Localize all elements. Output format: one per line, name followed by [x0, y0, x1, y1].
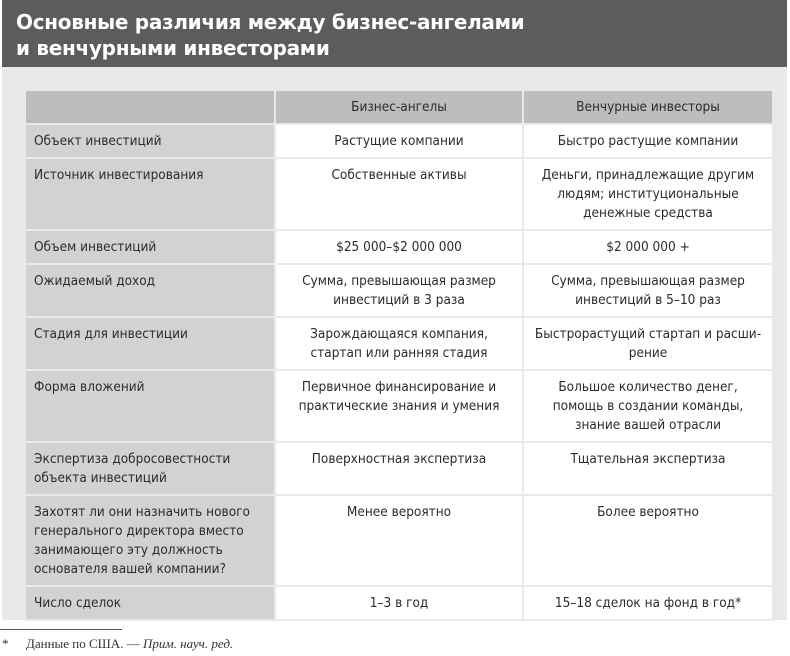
footnote-divider: [0, 629, 122, 630]
row-label: Стадия для инвестиции: [25, 317, 275, 370]
vc-cell: Быстрорастущий стартап и расши-рение: [523, 317, 773, 370]
table-row: [25, 442, 773, 495]
angels-cell: Первичное финансирование и практические знания и умения: [275, 370, 523, 442]
table-row: [25, 230, 773, 264]
row-label: Объем инвестиций: [25, 230, 275, 264]
angels-cell: $25 000–$2 000 000: [275, 230, 523, 264]
table-row: [25, 317, 773, 370]
header-corner: [25, 90, 275, 124]
row-label: Ожидаемый доход: [25, 264, 275, 317]
angels-cell: Зарождающаяся компания, стартап или ранняя стадия: [275, 317, 523, 370]
panel-title: [16, 9, 776, 61]
angels-cell: Собственные активы: [275, 158, 523, 230]
row-label: Экспертиза добросовестности объекта инвестиций: [25, 442, 275, 495]
vc-cell: Деньги, принадлежащие другим людям; институциональные денежные средства: [523, 158, 773, 230]
header-venture-investors: Венчурные инвесторы: [523, 90, 773, 124]
vc-cell: Быстро растущие компании: [523, 124, 773, 158]
vc-cell: 15–18 сделок на фонд в год*: [523, 586, 773, 620]
footnote-mark: *: [2, 636, 9, 651]
row-label: Захотят ли они назначить нового генерального директора вместо занимающего эту должность основателя вашей компании?: [25, 495, 275, 586]
row-label: Число сделок: [25, 586, 275, 620]
title-bar: [2, 0, 787, 67]
row-label: Объект инвестиций: [25, 124, 275, 158]
table-row: [25, 370, 773, 442]
header-row: [25, 90, 773, 124]
vc-cell: Тщательная экспертиза: [523, 442, 773, 495]
vc-cell: $2 000 000 +: [523, 230, 773, 264]
table-row: [25, 158, 773, 230]
angels-cell: Сумма, превышающая размер инвестиций в 3 раза: [275, 264, 523, 317]
title-line-2: и венчурными инвесторами: [16, 36, 330, 60]
angels-cell: Растущие компании: [275, 124, 523, 158]
footnote-editor-note: Прим. науч. ред.: [142, 636, 234, 651]
table-row: [25, 495, 773, 586]
table-row: [25, 264, 773, 317]
table-row: [25, 586, 773, 620]
title-line-1: Основные различия между бизнес-ангелами: [16, 10, 525, 34]
vc-cell: Большое количество денег, помощь в создании команды, знание вашей отрасли: [523, 370, 773, 442]
footnote-text: Данные по США. —: [26, 636, 140, 651]
header-business-angels: Бизнес-ангелы: [275, 90, 523, 124]
table-row: [25, 124, 773, 158]
comparison-table: [24, 89, 774, 621]
footnote: [2, 636, 233, 652]
angels-cell: Менее вероятно: [275, 495, 523, 586]
row-label: Источник инвестирования: [25, 158, 275, 230]
vc-cell: Сумма, превышающая размер инвестиций в 5–10 раз: [523, 264, 773, 317]
comparison-panel: [2, 0, 787, 620]
vc-cell: Более вероятно: [523, 495, 773, 586]
row-label: Форма вложений: [25, 370, 275, 442]
angels-cell: Поверхностная экспертиза: [275, 442, 523, 495]
angels-cell: 1–3 в год: [275, 586, 523, 620]
